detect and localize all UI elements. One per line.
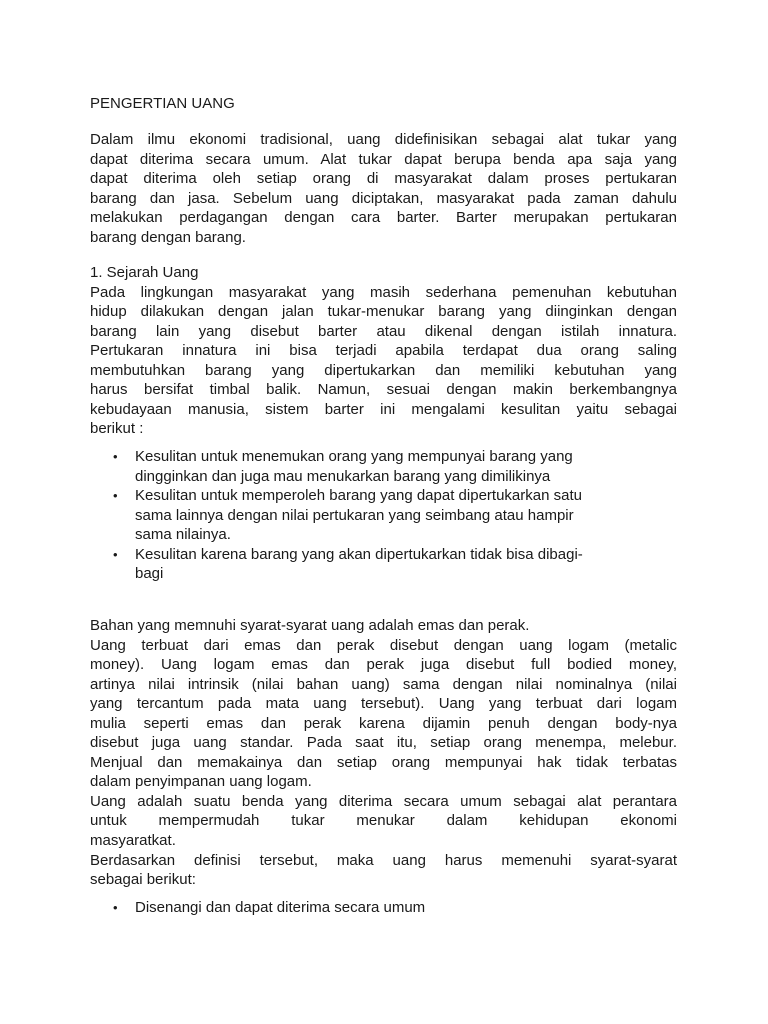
paragraph-line: 1. Sejarah Uang	[90, 264, 199, 281]
list-item-line: sama lainnya dengan nilai pertukaran yang seimbang atau hampir	[135, 507, 574, 524]
paragraph-line: artinya nilai intrinsik (nilai bahan uang) sama dengan nilai nominalnya (nilai	[90, 676, 677, 693]
paragraph-line: Menjual dan memakainya dan setiap orang mempunyai hak tidak terbatas	[90, 754, 677, 771]
paragraph-line: Pada lingkungan masyarakat yang masih sederhana pemenuhan kebutuhan	[90, 284, 677, 301]
paragraph-line: disebut juga uang standar. Pada saat itu, setiap orang menempa, melebur.	[90, 734, 677, 751]
paragraph-line: hidup dilakukan dengan jalan tukar-menukar barang yang diinginkan dengan	[90, 303, 677, 320]
paragraph-line: mulia seperti emas dan perak karena dijamin penuh dengan body-nya	[90, 715, 677, 732]
paragraph-line: barang lain yang disebut barter atau dikenal dengan istilah innatura.	[90, 323, 677, 340]
list-item-line: Kesulitan untuk menemukan orang yang mempunyai barang yang	[135, 448, 573, 465]
list-item-line: sama nilainya.	[135, 526, 231, 543]
paragraph-line: barang dan jasa. Sebelum uang diciptakan, masyarakat pada zaman dahulu	[90, 190, 677, 207]
list-item-line: dingginkan dan juga mau menukarkan barang yang dimilikinya	[135, 468, 551, 485]
bullet-icon: •	[113, 900, 118, 915]
paragraph-line: Bahan yang memnuhi syarat-syarat uang adalah emas dan perak.	[90, 617, 530, 634]
document-title: PENGERTIAN UANG	[90, 95, 235, 112]
paragraph-line: melakukan perdagangan dengan cara barter. Barter merupakan pertukaran	[90, 209, 677, 226]
paragraph-line: berikut :	[90, 420, 144, 437]
list-item-line: Kesulitan untuk memperoleh barang yang dapat dipertukarkan satu	[135, 487, 582, 504]
paragraph-line: Dalam ilmu ekonomi tradisional, uang didefinisikan sebagai alat tukar yang	[90, 131, 677, 148]
list-item-line: Kesulitan karena barang yang akan dipertukarkan tidak bisa dibagi-	[135, 546, 583, 563]
paragraph-line: money). Uang logam emas dan perak juga disebut full bodied money,	[90, 656, 677, 673]
paragraph-line: Pertukaran innatura ini bisa terjadi apabila terdapat dua orang saling	[90, 342, 677, 359]
list-item-line: bagi	[135, 565, 164, 582]
paragraph-line: Uang adalah suatu benda yang diterima secara umum sebagai alat perantara	[90, 793, 677, 810]
paragraph-line: harus bersifat timbal balik. Namun, sesuai dengan makin berkembangnya	[90, 381, 677, 398]
paragraph-line: kebudayaan manusia, sistem barter ini mengalami kesulitan yaitu sebagai	[90, 401, 677, 418]
paragraph-line: dapat diterima secara umum. Alat tukar dapat berupa benda apa saja yang	[90, 151, 677, 168]
paragraph-line: sebagai berikut:	[90, 871, 196, 888]
bullet-icon: •	[113, 449, 118, 464]
paragraph-line: yang tercantum pada mata uang tersebut). Uang yang terbuat dari logam	[90, 695, 677, 712]
paragraph-line: membutuhkan barang yang dipertukarkan dan memiliki kebutuhan yang	[90, 362, 677, 379]
paragraph-line: Uang terbuat dari emas dan perak disebut dengan uang logam (metalic	[90, 637, 677, 654]
bullet-icon: •	[113, 547, 118, 562]
paragraph-line: barang dengan barang.	[90, 229, 246, 246]
paragraph-line: untuk mempermudah tukar menukar dalam kehidupan ekonomi	[90, 812, 677, 829]
paragraph-line: Berdasarkan definisi tersebut, maka uang harus memenuhi syarat-syarat	[90, 852, 677, 869]
paragraph-line: masyaratkat.	[90, 832, 176, 849]
paragraph-line: dapat diterima oleh setiap orang di masyarakat dalam proses pertukaran	[90, 170, 677, 187]
list-item-line: Disenangi dan dapat diterima secara umum	[135, 899, 426, 916]
paragraph-line: dalam penyimpanan uang logam.	[90, 773, 312, 790]
bullet-icon: •	[113, 488, 118, 503]
